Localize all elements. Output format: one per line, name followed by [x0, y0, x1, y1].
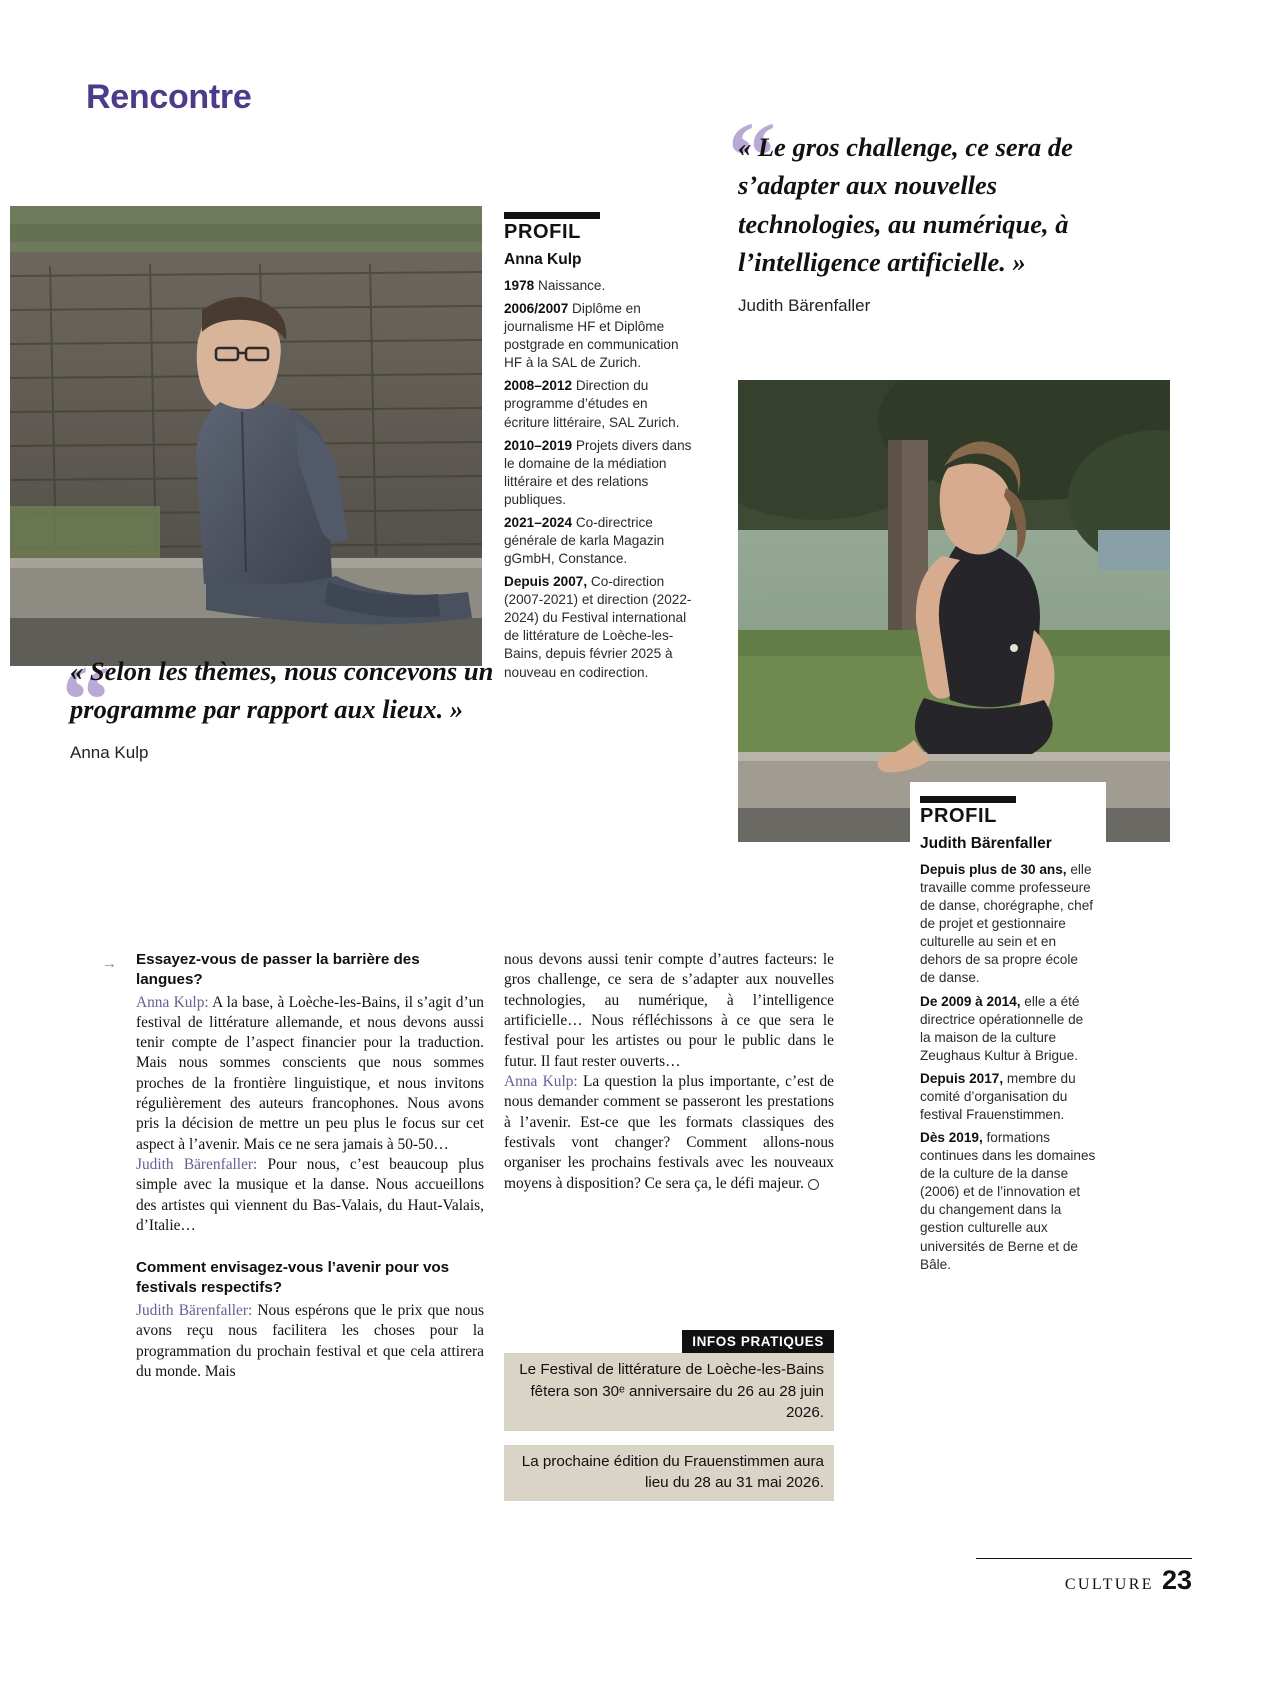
profil-name: Anna Kulp: [504, 251, 582, 268]
interview-question-2: [136, 1258, 484, 1298]
profil-entry-key: Depuis 2007,: [504, 574, 588, 590]
quote-mark-icon: “: [728, 102, 776, 209]
profil-rule: [504, 212, 600, 219]
profil-entry-key: Depuis plus de 30 ans,: [920, 862, 1067, 877]
question-text: Essayez-vous de passer la barrière des langues?: [136, 951, 420, 988]
page-footer: [976, 1558, 1192, 1596]
profil-entry-text: Direction du programme d’études en écriture littéraire, SAL Zurich.: [504, 378, 680, 430]
profil-entry: [504, 514, 694, 568]
footer-line: [976, 1565, 1192, 1596]
answer-paragraph: [136, 993, 484, 1156]
footer-divider: [976, 1558, 1192, 1559]
profil-label: PROFIL: [504, 221, 581, 243]
pull-quote-attribution: Judith Bärenfaller: [738, 295, 871, 315]
answer-text: Nous espérons que le prix que nous avons reçu nous facilitera les choses pour la programmation du prochain festival et que cela attirera du monde. Mais: [136, 1301, 485, 1380]
question-text: Comment envisagez-vous l’avenir pour vos festivals respectifs?: [136, 1259, 450, 1297]
infos-badge: INFOS PRATIQUES: [682, 1330, 834, 1353]
profil-entry-key: De 2009 à 2014,: [920, 993, 1021, 1009]
profil-rule: [920, 796, 1016, 803]
speaker-name: Anna Kulp:: [504, 1072, 578, 1090]
quote-mark-icon: “: [62, 646, 110, 753]
profil-entry: [920, 1129, 1096, 1274]
profil-entry-key: 1978: [504, 278, 535, 293]
pull-quote-attribution: Anna Kulp: [70, 742, 149, 762]
profil-entry: [504, 300, 694, 372]
footer-section-name: CULTURE: [1064, 1576, 1154, 1593]
infos-block-1: Le Festival de littérature de Loèche-les-Bains fêtera son 30ᵉ anniversaire du 26 au 28 juin 2026.: [504, 1353, 834, 1431]
profil-anna-kulp: [504, 212, 694, 687]
arrow-right-icon: →: [102, 955, 117, 972]
profil-entry-key: 2010–2019: [504, 437, 573, 453]
profil-judith-baerenfaller: [910, 782, 1106, 1289]
article-column-2: [504, 950, 834, 1194]
profil-entry: [504, 277, 694, 295]
answer-paragraph: [136, 1155, 484, 1236]
infos-pratiques-box: [504, 1330, 834, 1501]
profil-entry: [504, 377, 694, 431]
photo-judith-baerenfaller: [738, 380, 1170, 842]
profil-entry: [920, 993, 1096, 1065]
photo-anna-kulp-image: [10, 206, 482, 666]
profil-entry-text: Co-direction (2007-2021) et direction (2022-2024) du Festival international de littérature de Loèche-les-Bains, depuis février 2025 à nouveau en codirection.: [504, 574, 692, 680]
profil-entry-key: Dès 2019,: [920, 1130, 983, 1146]
page-number: 23: [1161, 1565, 1192, 1595]
profil-entry-text: elle travaille comme professeure de danse, chorégraphe, chef de projet et gestionnaire culturelle au sein et en dehors de sa propre école de danse.: [920, 862, 1094, 986]
article-column-1: [102, 950, 485, 1382]
photo-anna-kulp: [10, 206, 482, 666]
profil-entry-key: Depuis 2017,: [920, 1070, 1004, 1086]
profil-entry: [504, 437, 694, 509]
profil-entry-key: 2021–2024: [504, 514, 573, 530]
profil-entry-text: Co-directrice générale de karla Magazin gGmbH, Constance.: [504, 514, 665, 567]
profil-entry-text: Naissance.: [534, 278, 606, 293]
profil-entry-text: elle a été directrice opérationnelle de la maison de la culture Zeughaus Kultur à Brigue.: [920, 993, 1084, 1063]
paragraph-spacer: [136, 1236, 484, 1258]
profil-entry: [920, 1070, 1096, 1124]
infos-block-2: La prochaine édition du Frauenstimmen aura lieu du 28 au 31 mai 2026.: [504, 1445, 834, 1501]
pull-quote-text: « Le gros challenge, ce sera de s’adapter aux nouvelles technologies, au numérique, à l’intelligence artificielle. »: [738, 132, 1073, 278]
answer-text: A la base, à Loèche-les-Bains, il s’agit d’un festival de littérature allemande, et nous devons aussi tenir compte de l’aspect financier pour la traduction. Mais nous sommes conscients que nous sommes proches de la frontière linguistique, et nous invitons régulièrement des auteurs francophones. Nous avons pris la décision de mettre un peu plus le focus sur cet aspect à l’avenir. Mais ce ne sera jamais à 50-50…: [136, 993, 484, 1153]
page-title: Rencontre: [86, 78, 252, 116]
answer-paragraph: [504, 950, 834, 1072]
profil-entry-key: 2006/2007: [504, 301, 569, 317]
profil-entry-key: 2008–2012: [504, 378, 573, 394]
answer-text: nous devons aussi tenir compte d’autres facteurs: le gros challenge, ce sera de s’adapter aux nouvelles technologies, au numérique, à l’intelligence artificielle… Nous réfléchissons à ce que sera le festival pour les artistes ou pour le public dans le futur. Il faut rester ouverts…: [504, 951, 834, 1070]
profil-entry-text: formations continues dans les domaines de la culture de la danse (2006) et de l’innovation et du changement dans la gestion culturelle aux universités de Berne et de Bâle.: [920, 1130, 1096, 1272]
answer-text: Pour nous, c’est beaucoup plus simple avec la musique et la danse. Nous accueillons des artistes qui viennent du Bas-Valais, du Haut-Valais, d’Italie…: [136, 1156, 485, 1235]
profil-label: PROFIL: [920, 805, 997, 827]
answer-text: La question la plus importante, c’est de nous demander comment se passeront les prestations à l’avenir. Est-ce que les formats classiques des festivals vont changer? Comment allons-nous organiser les prochains festivals avec les nouveaux moyens à disposition? Ce sera ça, le défi majeur.: [504, 1072, 834, 1192]
end-of-article-icon: [808, 1179, 819, 1190]
profil-entry-text: membre du comité d’organisation du festival Frauenstimmen.: [920, 1070, 1076, 1123]
answer-paragraph: [504, 1072, 834, 1194]
pull-quote-text: « Selon les thèmes, nous concevons un programme par rapport aux lieux. »: [70, 656, 494, 725]
profil-entry-text: Diplôme en journalisme HF et Diplôme postgrade en communication HF à la SAL de Zurich.: [504, 301, 679, 371]
interview-question-1: [102, 950, 484, 990]
profil-entry: [920, 861, 1096, 988]
profil-entry: [504, 573, 694, 681]
pull-quote-top: [728, 102, 1138, 316]
profil-entry-text: Projets divers dans le domaine de la médiation littéraire et des relations publiques.: [504, 437, 692, 507]
answer-paragraph: [136, 1301, 484, 1382]
photo-judith-baerenfaller-image: [738, 380, 1170, 842]
pull-quote-bottom: [62, 646, 500, 763]
profil-name: Judith Bärenfaller: [920, 835, 1052, 852]
speaker-name: Anna Kulp:: [136, 993, 209, 1011]
speaker-name: Judith Bärenfaller:: [136, 1301, 253, 1319]
speaker-name: Judith Bärenfaller:: [136, 1156, 258, 1174]
